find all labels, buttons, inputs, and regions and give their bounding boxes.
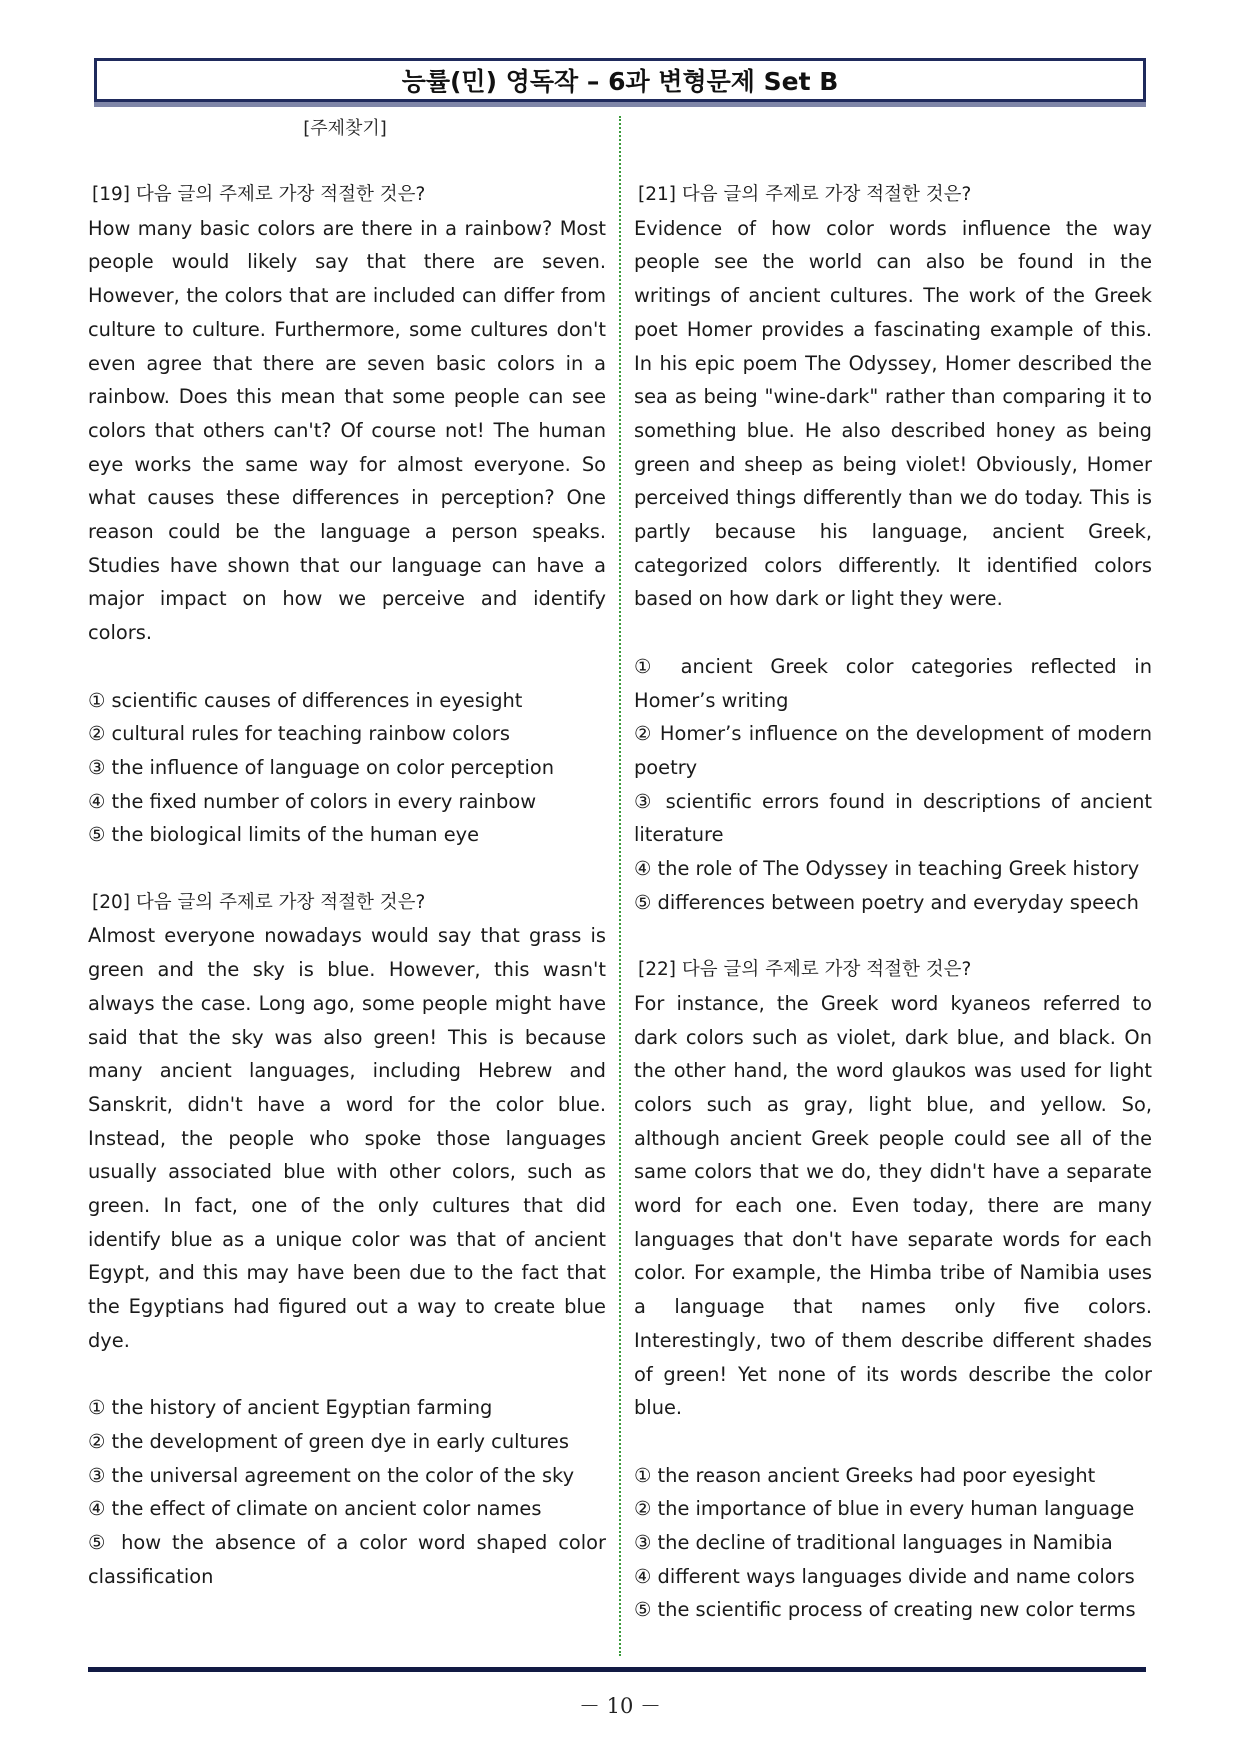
answer-option: ② cultural rules for teaching rainbow colors bbox=[88, 722, 510, 746]
answer-option: ④ the fixed number of colors in every rainbow bbox=[88, 789, 537, 813]
question-20 bbox=[88, 886, 606, 1594]
answer-options bbox=[634, 650, 1152, 920]
section-label: [주제찾기] bbox=[303, 118, 387, 139]
question-passage: Evidence of how color words influence the way people see the world can also be found in the writings of ancient cultures. The work of the Greek poet Homer provides a fascinating example of this. In his epic poem The Odyssey, Homer described the sea as being "wine-dark" rather than comparing it to something blue. He also described honey as being green and sheep as being violet! Obviously, Homer perceived things differently than we do today. This is partly because his language, ancient Greek, categorized colors differently. It identified colors based on how dark or light they were. bbox=[634, 216, 1152, 611]
answer-option: ② the importance of blue in every human language bbox=[634, 1497, 1135, 1521]
question-heading: [22] 다음 글의 주제로 가장 적절한 것은? bbox=[638, 959, 972, 981]
answer-option: ② Homer’s influence on the development of modern poetry bbox=[634, 722, 1152, 779]
answer-option: ④ the effect of climate on ancient color names bbox=[88, 1497, 542, 1521]
answer-option: ① the history of ancient Egyptian farming bbox=[88, 1396, 493, 1420]
answer-options bbox=[88, 684, 606, 853]
question-passage: How many basic colors are there in a rainbow? Most people would likely say that there are seven. However, the colors that are included can differ from culture to culture. Furthermore, some cultures don't even agree that there are seven basic colors in a rainbow. Does this mean that some people can see colors that others can't? Of course not! The human eye works the same way for almost everyone. So what causes these differences in perception? One reason could be the language a person speaks. Studies have shown that our language can have a major impact on how we perceive and identify colors. bbox=[88, 216, 606, 645]
answer-option: ① ancient Greek color categories reflected in Homer’s writing bbox=[634, 654, 1152, 712]
spacer bbox=[634, 919, 1152, 953]
question-passage: Almost everyone nowadays would say that grass is green and the sky is blue. However, this wasn't always the case. Long ago, some people might have said that the sky was also green! This is because many ancient languages, including Hebrew and Sanskrit, didn't have a word for the color blue. Instead, the people who spoke those languages usually associated blue with other colors, such as green. In fact, one of the only cultures that did identify blue as a unique color was that of ancient Egypt, and this may have been due to the fact that the Egyptians had figured out a way to create blue dye. bbox=[88, 924, 606, 1352]
question-heading: [20] 다음 글의 주제로 가장 적절한 것은? bbox=[92, 891, 426, 913]
answer-option: ③ scientific errors found in descriptions of ancient literature bbox=[634, 789, 1152, 847]
question-22 bbox=[634, 953, 1152, 1627]
answer-option: ⑤ how the absence of a color word shaped color classification bbox=[88, 1531, 606, 1588]
answer-option: ④ different ways languages divide and name colors bbox=[634, 1564, 1135, 1588]
right-column bbox=[634, 178, 1152, 1627]
answer-option: ① scientific causes of differences in eyesight bbox=[88, 688, 523, 712]
answer-option: ③ the decline of traditional languages in Namibia bbox=[634, 1531, 1113, 1555]
column-divider bbox=[619, 116, 621, 1656]
answer-options bbox=[88, 1391, 606, 1593]
page-number: － 10 － bbox=[578, 1694, 662, 1718]
question-21 bbox=[634, 178, 1152, 919]
answer-option: ⑤ the scientific process of creating new color terms bbox=[634, 1598, 1136, 1622]
footer-rule bbox=[88, 1667, 1146, 1672]
question-heading: [19] 다음 글의 주제로 가장 적절한 것은? bbox=[92, 184, 426, 205]
question-19 bbox=[88, 178, 606, 852]
page-title bbox=[94, 58, 1146, 102]
answer-option: ② the development of green dye in early cultures bbox=[88, 1429, 569, 1453]
question-heading: [21] 다음 글의 주제로 가장 적절한 것은? bbox=[638, 184, 972, 205]
answer-option: ⑤ differences between poetry and everyday speech bbox=[634, 890, 1139, 914]
answer-options bbox=[634, 1459, 1152, 1628]
answer-option: ③ the universal agreement on the color of the sky bbox=[88, 1463, 575, 1487]
left-column bbox=[88, 178, 606, 1593]
question-passage: For instance, the Greek word kyaneos referred to dark colors such as violet, dark blue, and black. On the other hand, the word glaukos was used for light colors such as gray, light blue, and yellow. So, although ancient Greek people could see all of the same colors that we do, they didn't have a separate word for each one. Even today, there are many languages that don't have separate words for each color. For example, the Himba tribe of Namibia uses a language that names only five colors. Interestingly, two of them describe different shades of green! Yet none of its words describe the color blue. bbox=[634, 991, 1152, 1420]
spacer bbox=[88, 852, 606, 886]
page-title-text: 능률(민) 영독작 – 6과 변형문제 Set B bbox=[401, 67, 839, 96]
answer-option: ⑤ the biological limits of the human eye bbox=[88, 823, 480, 847]
answer-option: ① the reason ancient Greeks had poor eyesight bbox=[634, 1463, 1096, 1487]
answer-option: ④ the role of The Odyssey in teaching Greek history bbox=[634, 857, 1140, 881]
answer-option: ③ the influence of language on color perception bbox=[88, 755, 555, 779]
